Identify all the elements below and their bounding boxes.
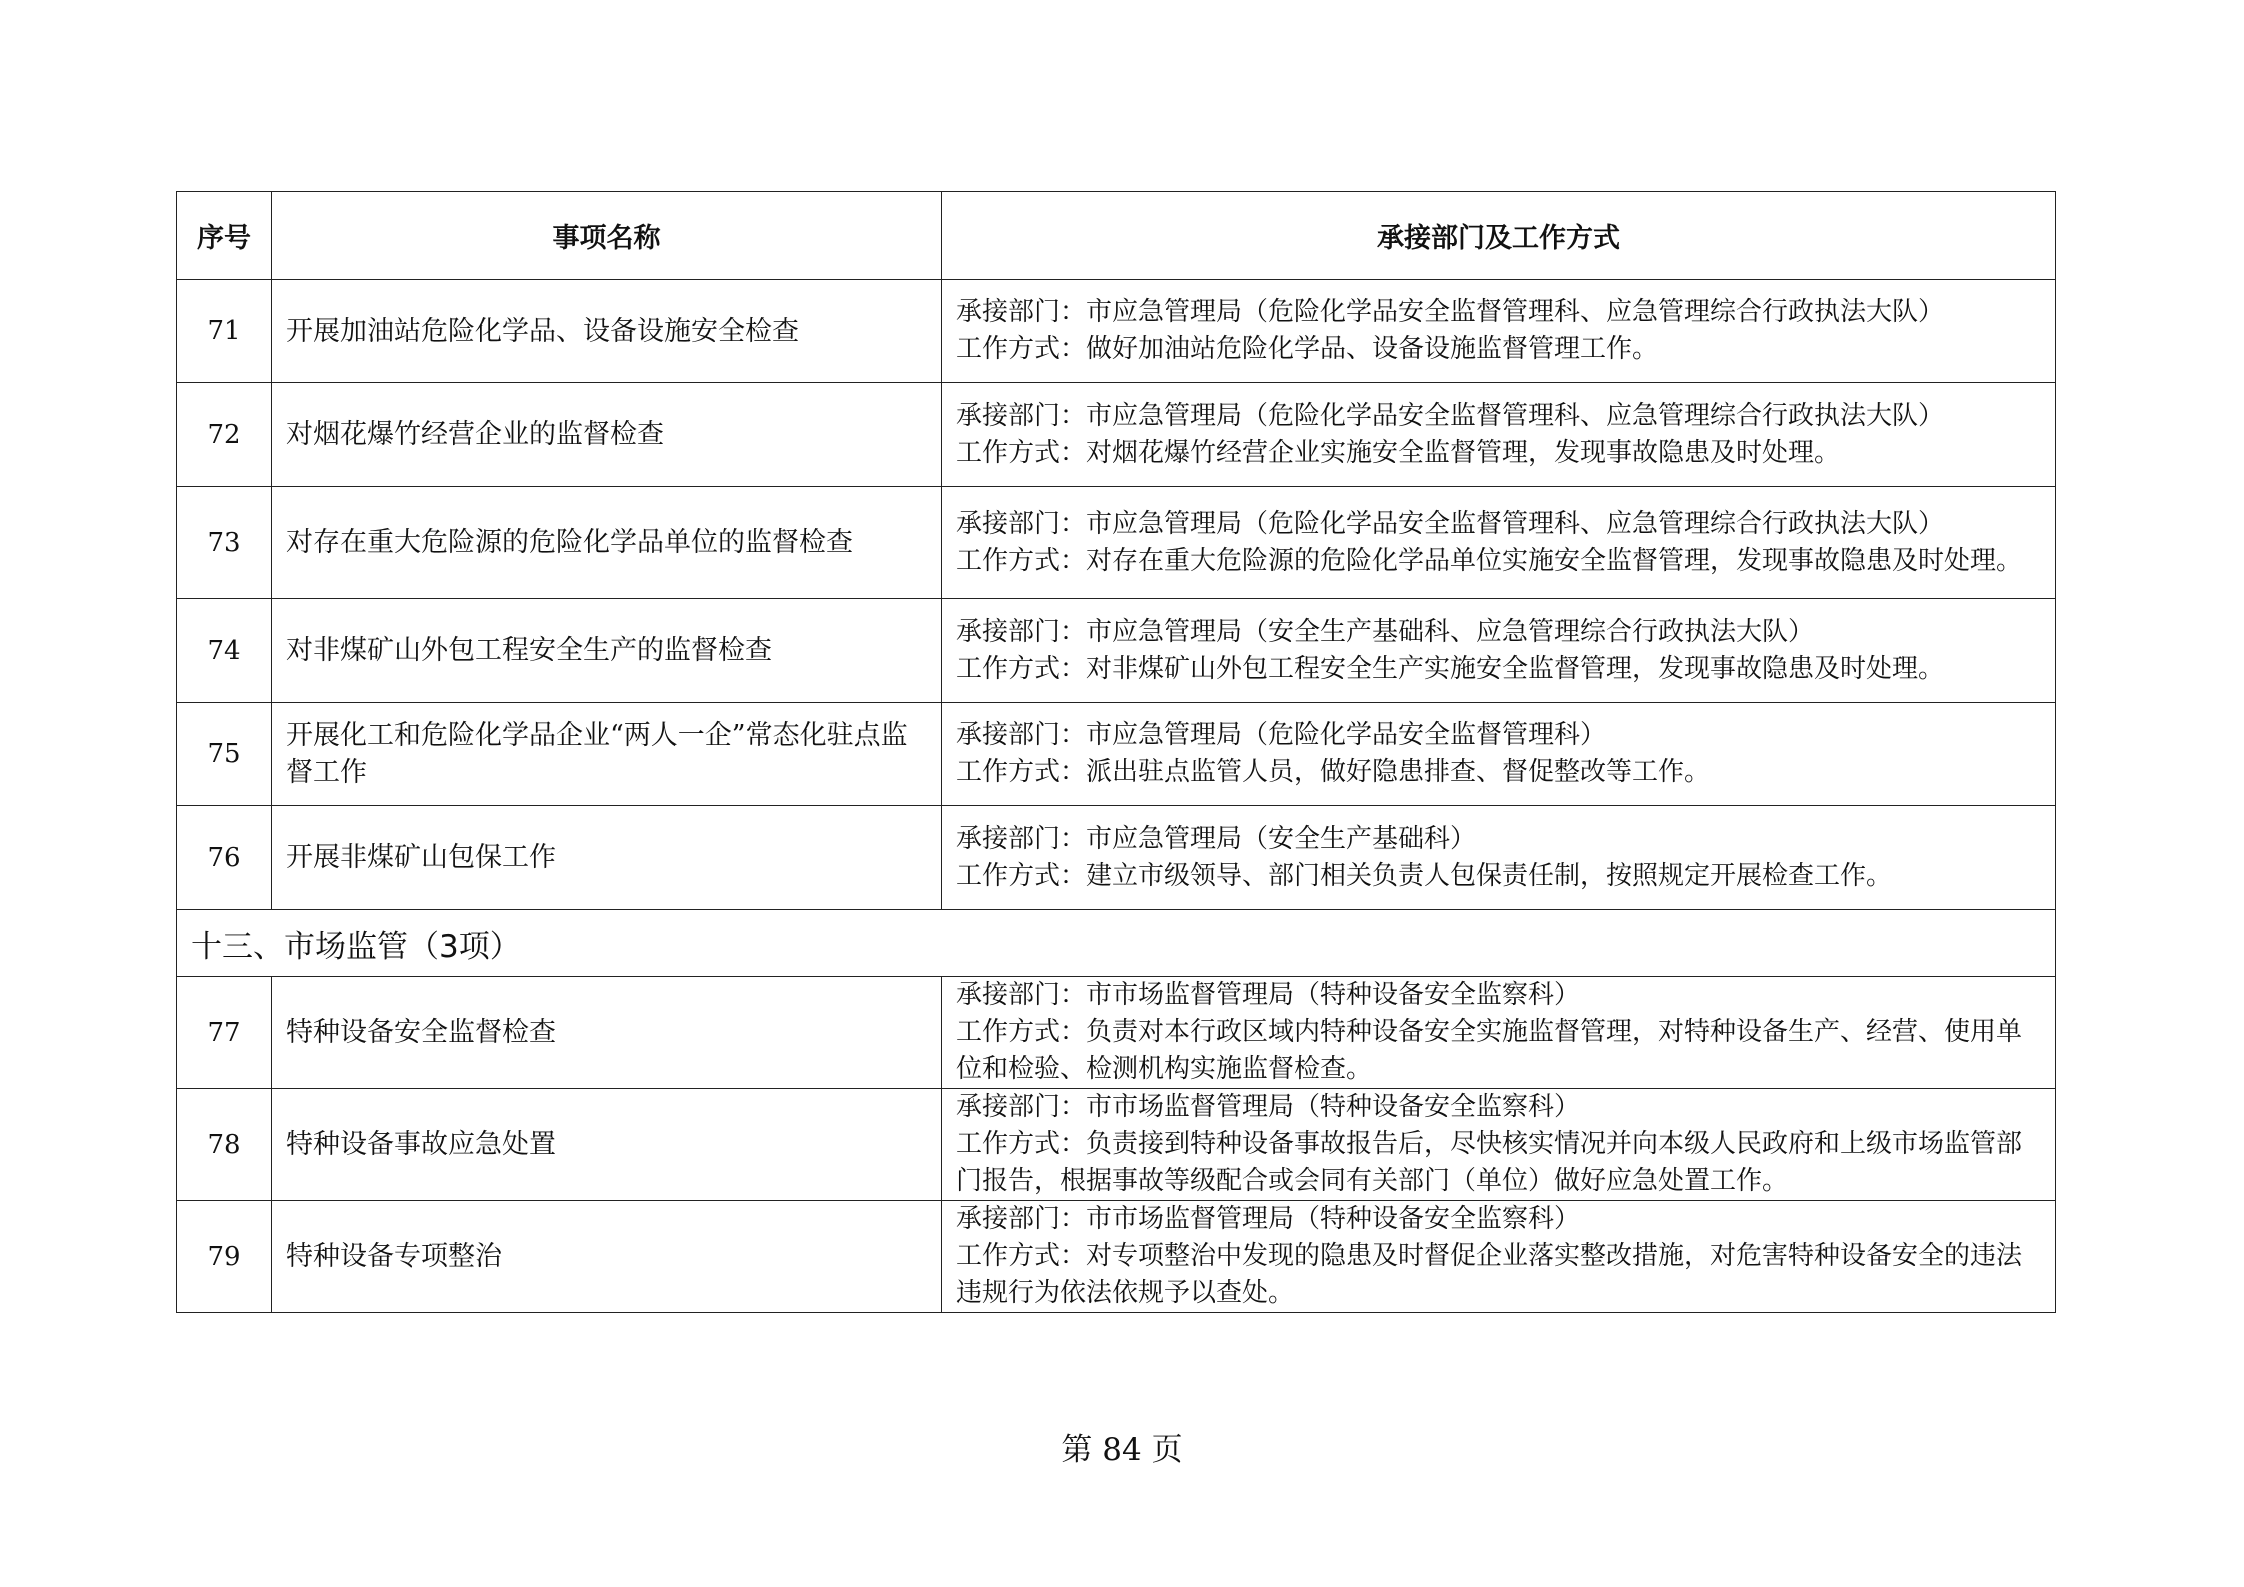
dept-line: 承接部门：市应急管理局（危险化学品安全监督管理科） bbox=[956, 720, 1607, 750]
row-dept bbox=[942, 383, 2056, 487]
method-line: 工作方式：对专项整治中发现的隐患及时督促企业落实整改措施，对危害特种设备安全的违法违规行为依法依规予以查处。 bbox=[956, 1241, 2023, 1308]
method-line: 工作方式：负责接到特种设备事故报告后，尽快核实情况并向本级人民政府和上级市场监管部门报告，根据事故等级配合或会同有关部门（单位）做好应急处置工作。 bbox=[956, 1129, 2023, 1196]
row-dept bbox=[942, 1089, 2056, 1201]
method-line: 工作方式：对存在重大危险源的危险化学品单位实施安全监督管理，发现事故隐患及时处理。 bbox=[956, 545, 2023, 576]
dept-line: 承接部门：市应急管理局（危险化学品安全监督管理科、应急管理综合行政执法大队） bbox=[956, 508, 1945, 539]
row-name: 对非煤矿山外包工程安全生产的监督检查 bbox=[272, 599, 942, 703]
row-name: 对存在重大危险源的危险化学品单位的监督检查 bbox=[272, 487, 942, 599]
row-no: 79 bbox=[177, 1201, 272, 1313]
dept-line: 承接部门：市应急管理局（危险化学品安全监督管理科、应急管理综合行政执法大队） bbox=[956, 297, 1945, 327]
row-no: 71 bbox=[177, 280, 272, 383]
section-heading: 十三、市场监管（3项） bbox=[177, 910, 2056, 977]
row-no: 75 bbox=[177, 703, 272, 806]
row-name: 开展非煤矿山包保工作 bbox=[272, 806, 942, 910]
row-no: 72 bbox=[177, 383, 272, 487]
row-name: 开展加油站危险化学品、设备设施安全检查 bbox=[272, 280, 942, 383]
page-number: 第 84 页 bbox=[1061, 1432, 1183, 1468]
table-row bbox=[177, 977, 2056, 1089]
table-row bbox=[177, 599, 2056, 703]
table-row bbox=[177, 280, 2056, 383]
row-dept bbox=[942, 1201, 2056, 1313]
method-line: 工作方式：对烟花爆竹经营企业实施安全监督管理，发现事故隐患及时处理。 bbox=[956, 437, 1841, 468]
row-no: 73 bbox=[177, 487, 272, 599]
row-no: 77 bbox=[177, 977, 272, 1089]
table-row bbox=[177, 487, 2056, 599]
row-name: 特种设备事故应急处置 bbox=[272, 1089, 942, 1201]
method-line: 工作方式：建立市级领导、部门相关负责人包保责任制，按照规定开展检查工作。 bbox=[956, 860, 1893, 891]
dept-line: 承接部门：市市场监督管理局（特种设备安全监察科） bbox=[956, 1092, 1581, 1122]
dept-line: 承接部门：市应急管理局（危险化学品安全监督管理科、应急管理综合行政执法大队） bbox=[956, 400, 1945, 431]
method-line: 工作方式：派出驻点监管人员，做好隐患排查、督促整改等工作。 bbox=[956, 757, 1711, 787]
row-no: 74 bbox=[177, 599, 272, 703]
dept-line: 承接部门：市应急管理局（安全生产基础科、应急管理综合行政执法大队） bbox=[956, 616, 1815, 647]
dept-line: 承接部门：市应急管理局（安全生产基础科） bbox=[956, 823, 1477, 854]
table-row bbox=[177, 806, 2056, 910]
row-dept bbox=[942, 703, 2056, 806]
dept-line: 承接部门：市市场监督管理局（特种设备安全监察科） bbox=[956, 1204, 1581, 1234]
header-no: 序号 bbox=[177, 192, 272, 280]
section-row bbox=[177, 910, 2056, 977]
items-table bbox=[176, 191, 2056, 1313]
row-name: 特种设备专项整治 bbox=[272, 1201, 942, 1313]
table-row bbox=[177, 1201, 2056, 1313]
row-dept bbox=[942, 599, 2056, 703]
header-dept: 承接部门及工作方式 bbox=[942, 192, 2056, 280]
row-dept bbox=[942, 977, 2056, 1089]
row-dept bbox=[942, 280, 2056, 383]
method-line: 工作方式：做好加油站危险化学品、设备设施监督管理工作。 bbox=[956, 334, 1659, 364]
dept-line: 承接部门：市市场监督管理局（特种设备安全监察科） bbox=[956, 980, 1581, 1010]
row-dept bbox=[942, 487, 2056, 599]
row-no: 78 bbox=[177, 1089, 272, 1201]
row-name: 对烟花爆竹经营企业的监督检查 bbox=[272, 383, 942, 487]
header-row bbox=[177, 192, 2056, 280]
method-line: 工作方式：负责对本行政区域内特种设备安全实施监督管理，对特种设备生产、经营、使用单位和检验、检测机构实施监督检查。 bbox=[956, 1017, 2023, 1084]
row-name: 开展化工和危险化学品企业“两人一企”常态化驻点监督工作 bbox=[272, 703, 942, 806]
row-dept bbox=[942, 806, 2056, 910]
header-name: 事项名称 bbox=[272, 192, 942, 280]
table-row bbox=[177, 1089, 2056, 1201]
method-line: 工作方式：对非煤矿山外包工程安全生产实施安全监督管理，发现事故隐患及时处理。 bbox=[956, 653, 1945, 684]
table-row bbox=[177, 383, 2056, 487]
table-row bbox=[177, 703, 2056, 806]
row-name: 特种设备安全监督检查 bbox=[272, 977, 942, 1089]
row-no: 76 bbox=[177, 806, 272, 910]
